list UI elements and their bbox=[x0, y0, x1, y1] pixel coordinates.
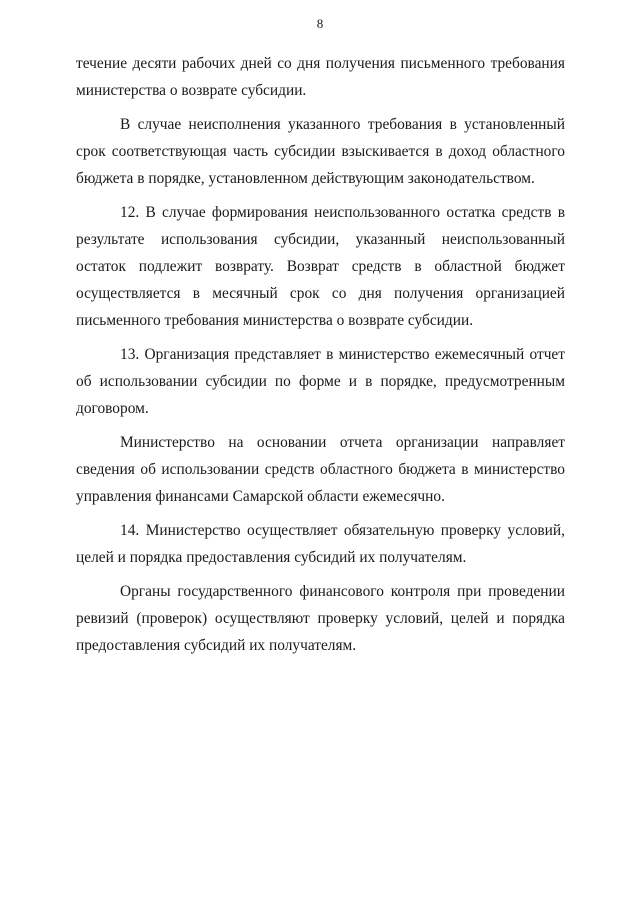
paragraph-item-14: 14. Министерство осуществляет обязательную проверку условий, целей и порядка предоставления субсидий их получателям. bbox=[76, 522, 565, 566]
paragraph-ministry-report: Министерство на основании отчета организации направляет сведения об использовании средств областного бюджета в министерство управления финансами Самарской области ежемесячно. bbox=[76, 434, 565, 505]
paragraph-nonfulfillment: В случае неисполнения указанного требования в установленный срок соответствующая часть субсидии взыскивается в доход областного бюджета в порядке, установленном действующим законодательством. bbox=[76, 116, 565, 187]
paragraph-financial-control: Органы государственного финансового контроля при проведении ревизий (проверок) осуществляют проверку условий, целей и порядка предоставления субсидий их получателям. bbox=[76, 583, 565, 654]
paragraph-item-13: 13. Организация представляет в министерство ежемесячный отчет об использовании субсидии по форме и в порядке, предусмотренным договором. bbox=[76, 346, 565, 417]
document-body bbox=[76, 50, 565, 666]
paragraph-item-12: 12. В случае формирования неиспользованного остатка средств в результате использования субсидии, указанный неиспользованный остаток подлежит возврату. Возврат средств в областной бюджет осуществляется в месячный срок со дня получения организацией письменного требования министерства о возврате субсидии. bbox=[76, 204, 565, 329]
paragraph-continuation: течение десяти рабочих дней со дня получения письменного требования министерства о возврате субсидии. bbox=[76, 55, 565, 99]
page-number: 8 bbox=[316, 16, 324, 31]
